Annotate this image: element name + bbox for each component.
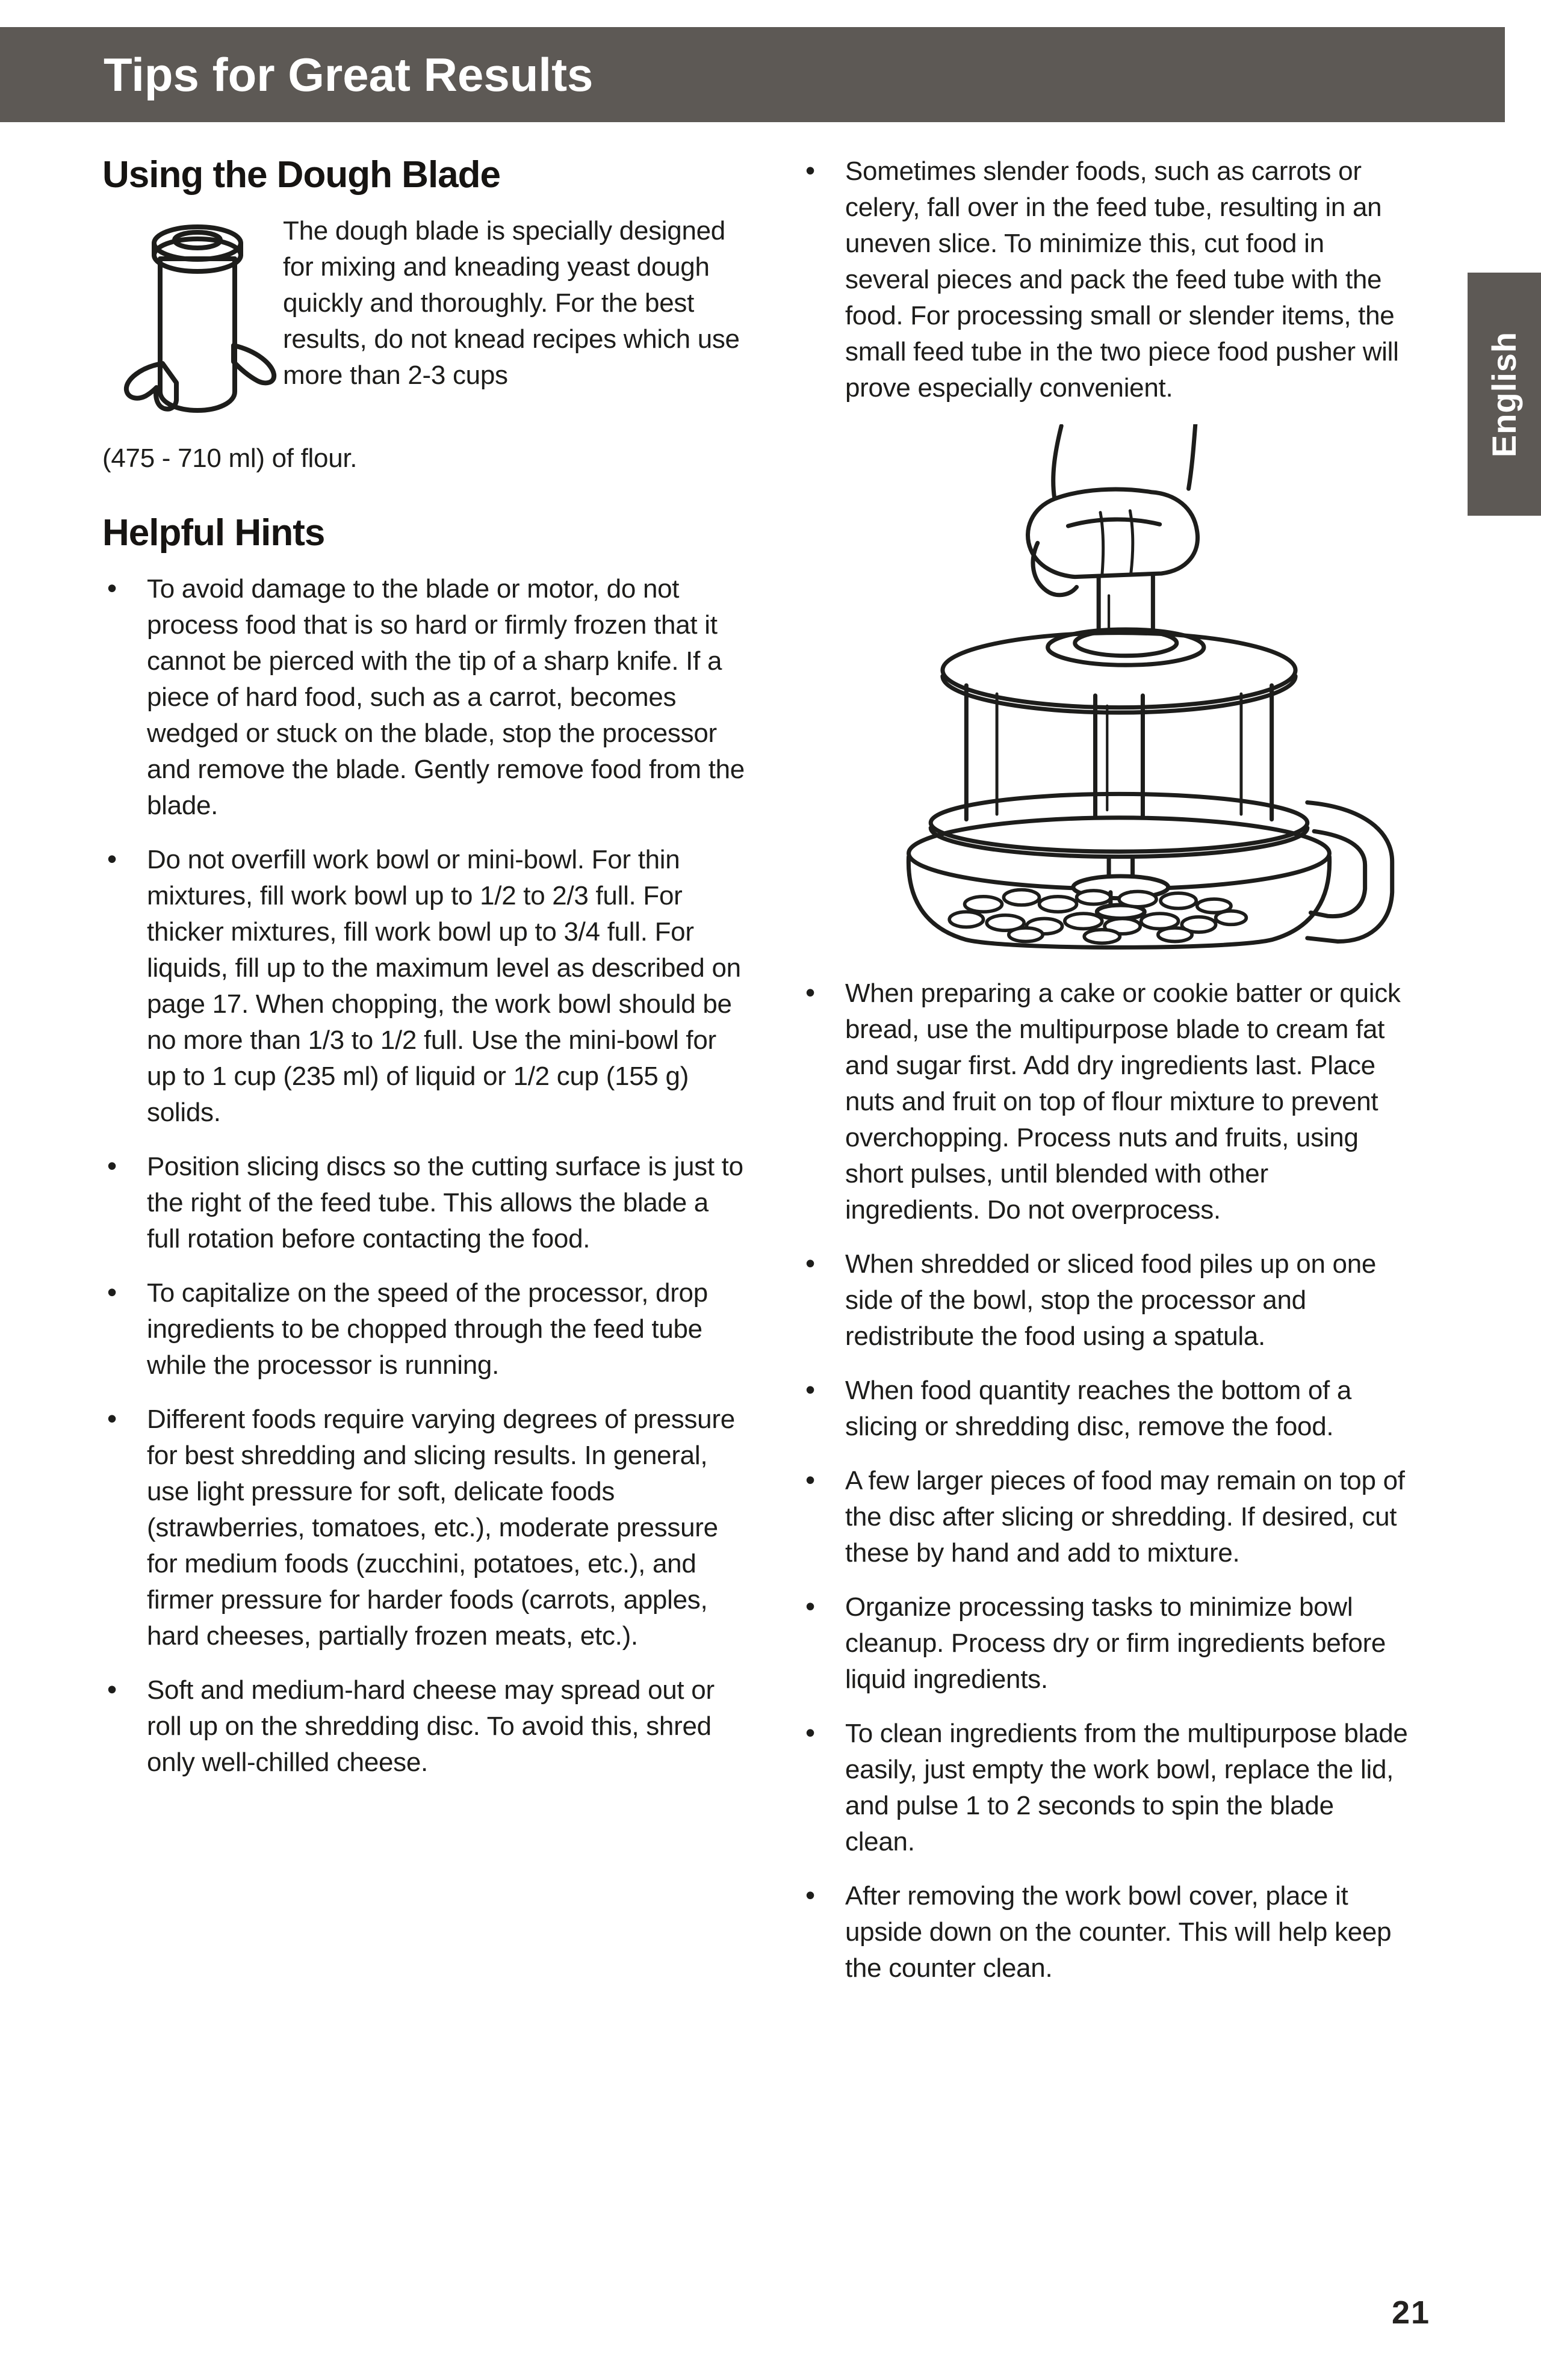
section-heading-dough: Using the Dough Blade <box>102 154 500 196</box>
language-tab <box>1468 273 1541 516</box>
food-processor-illustration <box>801 424 1409 950</box>
hint-item: • Soft and medium-hard cheese may spread out or roll up on the shredding disc. To avoid this, shred only well-chilled cheese. <box>102 1672 746 1781</box>
page-title-bar <box>0 27 1505 122</box>
hint-item: • To avoid damage to the blade or motor, do not process food that is so hard or firmly frozen that it cannot be pierced with the tip of a sharp knife. If a piece of hard food, such as a carrot, becomes wedged or stuck on the blade, stop the processor and remove the blade. Gently remove food from the blade. <box>102 571 746 824</box>
hint-item: • After removing the work bowl cover, place it upside down on the counter. This will help keep the counter clean. <box>801 1878 1409 1986</box>
right-column <box>801 153 1409 2004</box>
dough-intro-text: The dough blade is specially designed for mixing and kneading yeast dough quickly and thoroughly. For the best results, do not knead recipes which use more than 2-3 cups <box>283 216 740 390</box>
hint-item: • Sometimes slender foods, such as carrots or celery, fall over in the feed tube, resulting in an uneven slice. To minimize this, cut food in several pieces and pack the feed tube with the food. For processing small or slender items, the small feed tube in the two piece food pusher will prove especially convenient. <box>801 153 1409 406</box>
language-tab-label: English <box>1485 331 1524 457</box>
hints-list-right <box>801 153 1409 1986</box>
left-column <box>102 153 746 1799</box>
hint-item: • To capitalize on the speed of the processor, drop ingredients to be chopped through the feed tube while the processor is running. <box>102 1275 746 1383</box>
page-number: 21 <box>1392 2295 1431 2331</box>
dough-intro-tail: (475 - 710 ml) of flour. <box>102 444 358 473</box>
hint-item: • A few larger pieces of food may remain on top of the disc after slicing or shredding. If desired, cut these by hand and add to mixture. <box>801 1463 1409 1571</box>
hints-list <box>102 571 746 1781</box>
dough-blade-icon <box>102 209 283 438</box>
hint-item: • Different foods require varying degrees of pressure for best shredding and slicing results. In general, use light pressure for soft, delicate foods (strawberries, tomatoes, etc.), moderate pressure for medium foods (zucchini, potatoes, etc.), and firmer pressure for harder foods (carrots, apples, hard cheeses, partially frozen meats, etc.). <box>102 1402 746 1654</box>
hint-item: • When shredded or sliced food piles up on one side of the bowl, stop the processor and redistribute the food using a spatula. <box>801 1246 1409 1355</box>
hint-item: • To clean ingredients from the multipurpose blade easily, just empty the work bowl, replace the lid, and pulse 1 to 2 seconds to spin the blade clean. <box>801 1716 1409 1860</box>
hint-item: • Organize processing tasks to minimize bowl cleanup. Process dry or firm ingredients before liquid ingredients. <box>801 1589 1409 1698</box>
hint-item: • Position slicing discs so the cutting surface is just to the right of the feed tube. This allows the blade a full rotation before contacting the food. <box>102 1149 746 1257</box>
hint-item: • Do not overfill work bowl or mini-bowl. For thin mixtures, fill work bowl up to 1/2 to 2/3 full. For thicker mixtures, fill work bowl up to 3/4 full. For liquids, fill up to the maximum level as described on page 17. When chopping, the work bowl should be no more than 1/3 to 1/2 full. Use the mini-bowl for up to 1 cup (235 ml) of liquid or 1/2 cup (155 g) solids. <box>102 842 746 1131</box>
hint-item: • When preparing a cake or cookie batter or quick bread, use the multipurpose blade to cream fat and sugar first. Add dry ingredients last. Place nuts and fruit on top of flour mixture to prevent overchopping. Process nuts and fruits, using short pulses, until blended with other ingredients. Do not overprocess. <box>801 975 1409 1228</box>
section-heading-hints: Helpful Hints <box>102 512 325 554</box>
page-title: Tips for Great Results <box>104 48 594 101</box>
hint-item: • When food quantity reaches the bottom of a slicing or shredding disc, remove the food. <box>801 1373 1409 1445</box>
